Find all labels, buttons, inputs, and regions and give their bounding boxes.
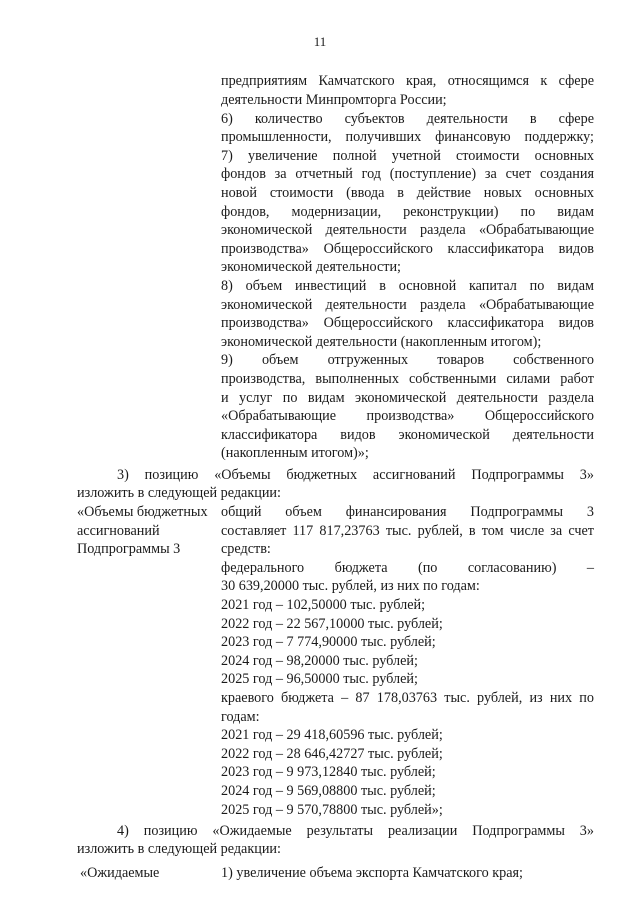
text-line: (накопленным итогом)»;	[221, 445, 369, 461]
text-line: фондов, модернизации, реконструкции) по видам	[221, 204, 594, 220]
text-line: экономической деятельности;	[221, 259, 401, 275]
text-line: производства» Общероссийского классификатора видов	[221, 315, 594, 331]
text-line: промышленности, получивших финансовую поддержку;	[221, 129, 594, 145]
text-line: экономической деятельности (накопленным итогом);	[221, 334, 542, 350]
text-line: изложить в следующей редакции:	[77, 485, 281, 501]
funding-value-line: 2025 год – 96,50000 тыс. рублей;	[221, 671, 418, 687]
funding-label-line: «Объемы бюджетных	[77, 504, 208, 520]
funding-value-line: 2022 год – 28 646,42727 тыс. рублей;	[221, 746, 443, 762]
funding-value-line: 2023 год – 9 973,12840 тыс. рублей;	[221, 764, 436, 780]
funding-value-line: годам:	[221, 709, 260, 725]
text-line: 3) позицию «Объемы бюджетных ассигнований Подпрограммы 3»	[117, 467, 594, 483]
text-line: 9) объем отгруженных товаров собственного	[221, 352, 594, 368]
funding-value-line: федерального бюджета (по согласованию) –	[221, 560, 594, 576]
text-line: классификатора видов экономической деятельности	[221, 427, 594, 443]
funding-value-line: 2024 год – 98,20000 тыс. рублей;	[221, 653, 418, 669]
funding-value-line: 2025 год – 9 570,78800 тыс. рублей»;	[221, 802, 443, 818]
text-line: 6) количество субъектов деятельности в сфере	[221, 111, 594, 127]
text-line: предприятиям Камчатского края, относящимся к сфере	[221, 73, 594, 89]
results-label: «Ожидаемые	[80, 865, 160, 881]
funding-value-line: 2021 год – 29 418,60596 тыс. рублей;	[221, 727, 443, 743]
text-line: экономической деятельности раздела «Обрабатывающие	[221, 222, 594, 238]
funding-value-line: 30 639,20000 тыс. рублей, из них по годам:	[221, 578, 480, 594]
text-line: деятельности Минпромторга России;	[221, 92, 447, 108]
text-line: экономической деятельности раздела «Обрабатывающие	[221, 297, 594, 313]
text-line: новой стоимости (ввода в действие новых основных	[221, 185, 594, 201]
funding-value-line: общий объем финансирования Подпрограммы 3	[221, 504, 594, 520]
funding-label-line: ассигнований	[77, 523, 160, 539]
text-line: производства» Общероссийского классификатора видов	[221, 241, 594, 257]
page-number: 11	[313, 34, 327, 49]
text-line: производства, выполненных собственными силами работ	[221, 371, 594, 387]
text-line: изложить в следующей редакции:	[77, 841, 281, 857]
funding-value-line: краевого бюджета – 87 178,03763 тыс. рублей, из них по	[221, 690, 594, 706]
funding-value-line: 2021 год – 102,50000 тыс. рублей;	[221, 597, 426, 613]
funding-value-line: 2022 год – 22 567,10000 тыс. рублей;	[221, 616, 443, 632]
funding-value-line: средств:	[221, 541, 271, 557]
text-line: 4) позицию «Ожидаемые результаты реализации Подпрограммы 3»	[117, 823, 594, 839]
text-line: 8) объем инвестиций в основной капитал по видам	[221, 278, 594, 294]
text-line: и услуг по видам экономической деятельности раздела	[221, 390, 594, 406]
funding-value-line: 2023 год – 7 774,90000 тыс. рублей;	[221, 634, 436, 650]
text-line: «Обрабатывающие производства» Общероссийского	[221, 408, 594, 424]
results-value: 1) увеличение объема экспорта Камчатского края;	[221, 865, 523, 881]
funding-label-line: Подпрограммы 3	[77, 541, 181, 557]
funding-value-line: 2024 год – 9 569,08800 тыс. рублей;	[221, 783, 436, 799]
funding-value-line: составляет 117 817,23763 тыс. рублей, в том числе за счет	[221, 523, 594, 539]
text-line: 7) увеличение полной учетной стоимости основных	[221, 148, 594, 164]
text-line: фондов за отчетный год (поступление) за счет создания	[221, 166, 594, 182]
